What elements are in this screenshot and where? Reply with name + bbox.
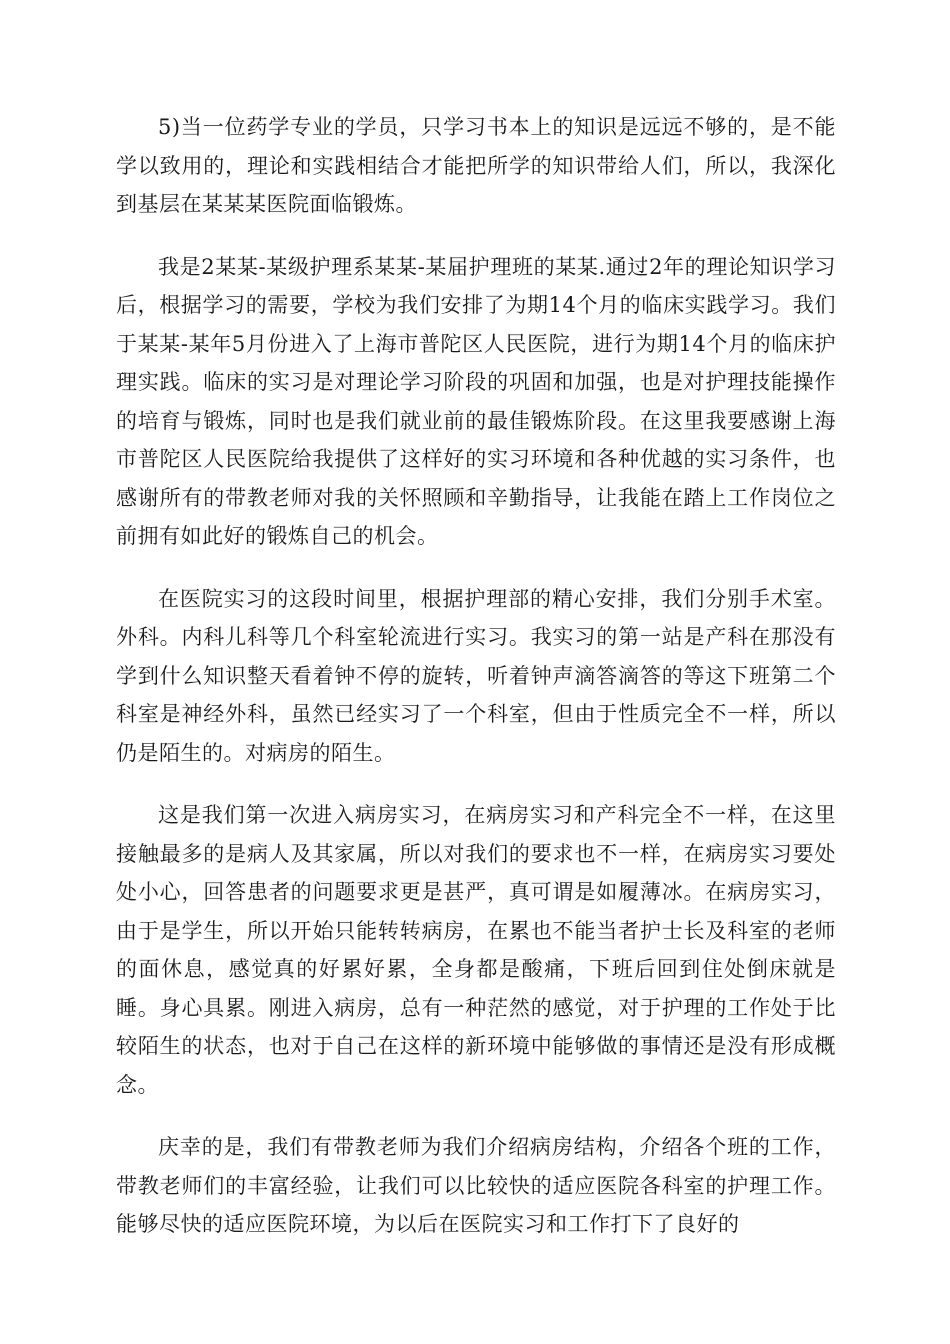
paragraph-1: 5)当一位药学专业的学员，只学习书本上的知识是远远不够的，是不能学以致用的，理论和实践相结合才能把所学的知识带给人们，所以，我深化到基层在某某某医院面临锻炼。 — [116, 115, 836, 216]
paragraph-5: 庆幸的是，我们有带教老师为我们介绍病房结构，介绍各个班的工作，带教老师们的丰富经验，让我们可以比较快的适应医院各科室的护理工作。能够尽快的适应医院环境，为以后在医院实习和工作打下了良好的 — [116, 1135, 836, 1236]
document-body — [116, 108, 836, 1268]
paragraph-3: 在医院实习的这段时间里，根据护理部的精心安排，我们分别手术室。外科。内科儿科等几个科室轮流进行实习。我实习的第一站是产科在那没有学到什么知识整天看着钟不停的旋转，听着钟声滴答滴答的等这下班第二个科室是神经外科，虽然已经实习了一个科室，但由于性质完全不一样，所以仍是陌生的。对病房的陌生。 — [116, 586, 836, 765]
paragraph-4: 这是我们第一次进入病房实习，在病房实习和产科完全不一样，在这里接触最多的是病人及其家属，所以对我们的要求也不一样，在病房实习要处处小心，回答患者的问题要求更是甚严，真可谓是如履薄冰。在病房实习，由于是学生，所以开始只能转转病房，在累也不能当者护士长及科室的老师的面休息，感觉真的好累好累，全身都是酸痛，下班后回到住处倒床就是睡。身心具累。刚进入病房，总有一种茫然的感觉，对于护理的工作处于比较陌生的状态，也对于自己在这样的新环境中能够做的事情还是没有形成概念。 — [116, 803, 836, 1097]
paragraph-2: 我是2某某-某级护理系某某-某届护理班的某某.通过2年的理论知识学习后，根据学习的需要，学校为我们安排了为期14个月的临床实践学习。我们于某某-某年5月份进入了上海市普陀区人民医院，进行为期14个月的临床护理实践。临床的实习是对理论学习阶段的巩固和加强，也是对护理技能操作的培育与锻炼，同时也是我们就业前的最佳锻炼阶段。在这里我要感谢上海市普陀区人民医院给我提供了这样好的实习环境和各种优越的实习条件，也感谢所有的带教老师对我的关怀照顾和辛勤指导，让我能在踏上工作岗位之前拥有如此好的锻炼自己的机会。 — [116, 254, 836, 548]
